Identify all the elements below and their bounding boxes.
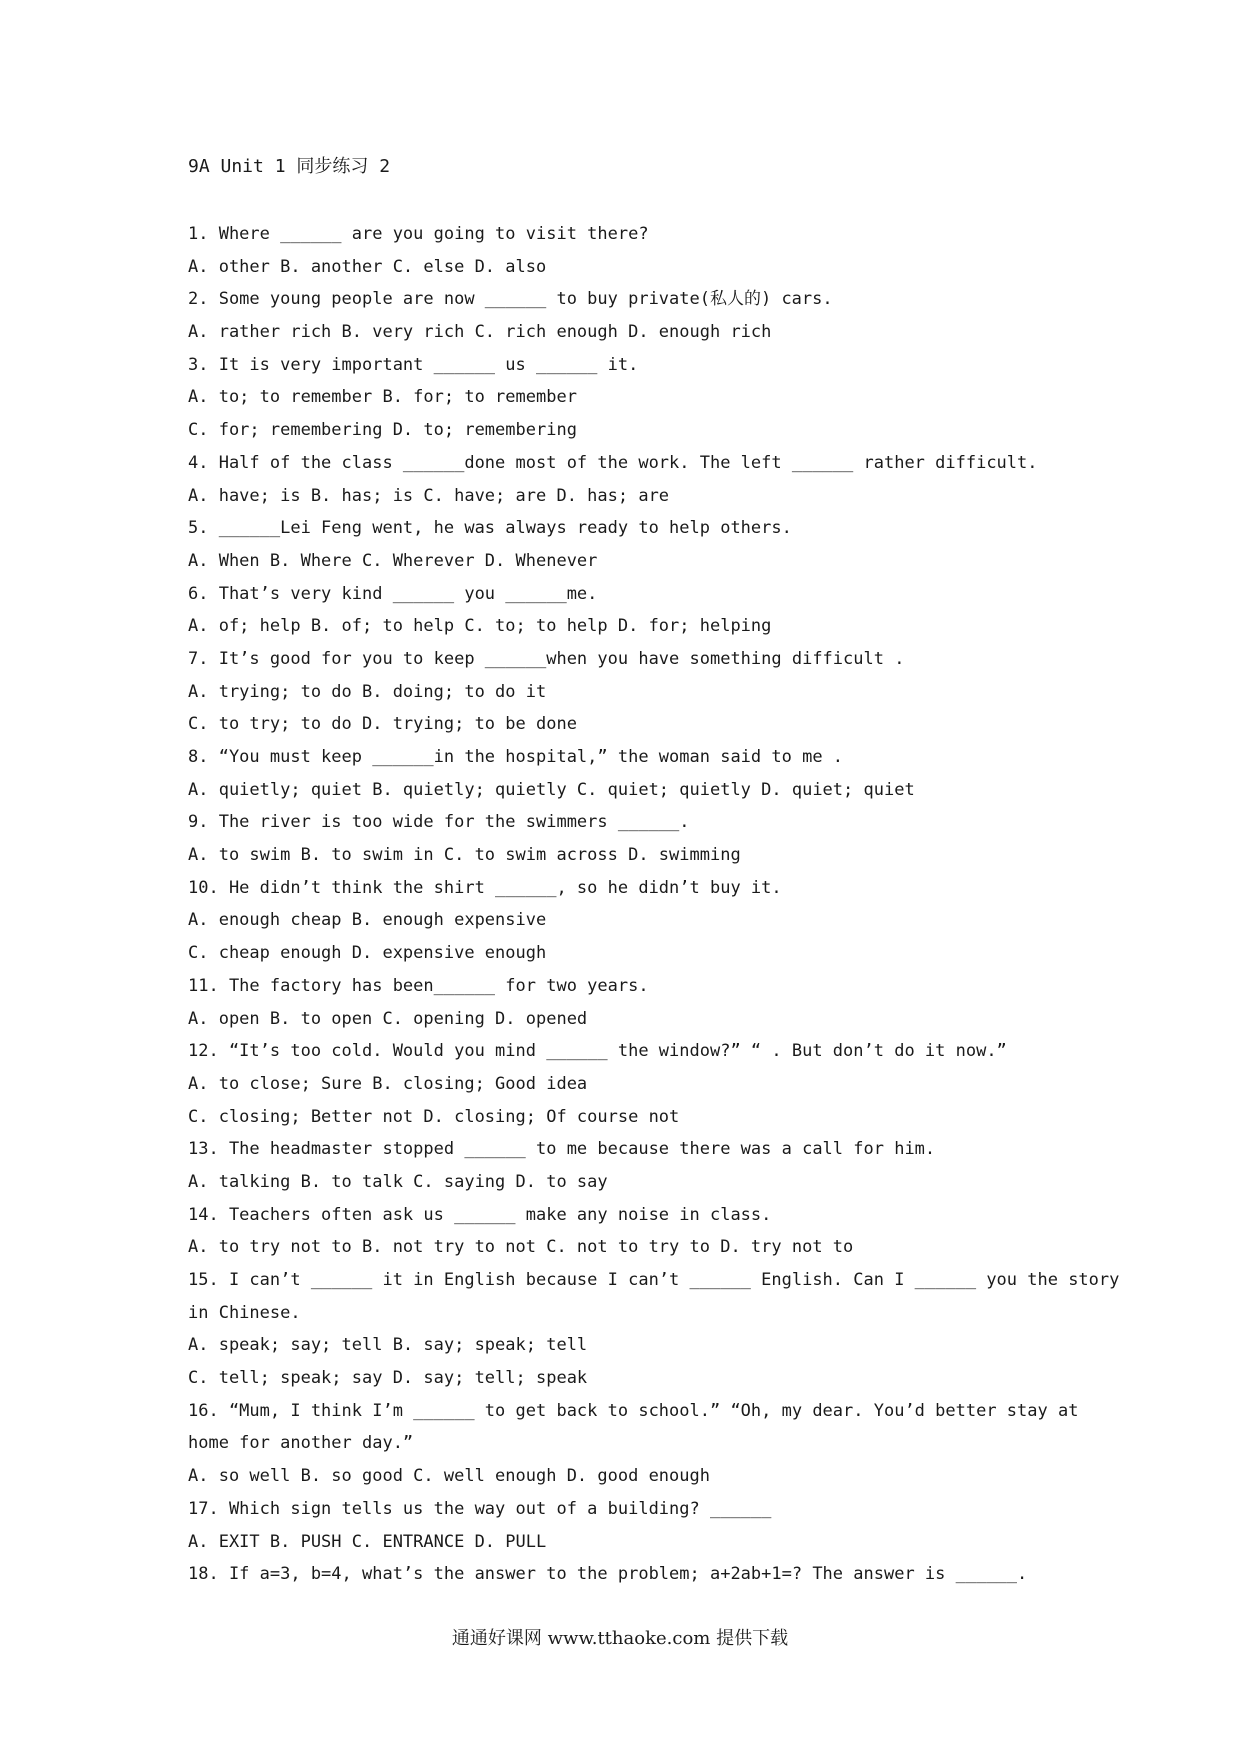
answer-options: A. to close; Sure B. closing; Good idea [188,1073,588,1094]
question-text: 17. Which sign tells us the way out of a building? ______ [188,1498,772,1519]
question-text: 8. “You must keep ______in the hospital,” the woman said to me . [188,747,844,767]
answer-options: A. talking B. to talk C. saying D. to say [188,1171,608,1192]
question-text: 9. The river is too wide for the swimmers ______. [188,812,690,833]
answer-options: A. speak; say; tell B. say; speak; tell [188,1335,588,1356]
question-text: 4. Half of the class ______done most of the work. The left ______ rather difficult. [188,452,1038,473]
answer-options: C. tell; speak; say D. say; tell; speak [188,1368,588,1389]
question-text: 7. It’s good for you to keep ______when you have something difficult . [188,648,905,669]
answer-options: C. for; remembering D. to; remembering [188,420,577,441]
answer-options: A. to swim B. to swim in C. to swim across D. swimming [188,845,741,866]
question-text: 5. ______Lei Feng went, he was always ready to help others. [188,518,792,539]
question-text: 12. “It’s too cold. Would you mind ______ the window?” “ . But don’t do it now.” [188,1041,1007,1062]
answer-options: A. to try not to B. not try to not C. not to try to D. try not to [188,1237,854,1258]
answer-options: C. closing; Better not D. closing; Of course not [188,1106,680,1127]
question-text: 3. It is very important ______ us ______ it. [188,354,639,375]
answer-options: A. rather rich B. very rich C. rich enough D. enough rich [188,322,772,343]
answer-options: A. of; help B. of; to help C. to; to help D. for; helping [188,616,772,637]
answer-options: A. When B. Where C. Wherever D. Whenever [188,550,598,571]
answer-options: A. trying; to do B. doing; to do it [188,681,547,702]
question-text: 6. That’s very kind ______ you ______me. [188,583,598,604]
answer-options: A. so well B. so good C. well enough D. good enough [188,1466,710,1487]
answer-options: C. to try; to do D. trying; to be done [188,714,577,735]
exercise-list [188,218,1120,1591]
answer-options: A. enough cheap B. enough expensive [188,910,547,931]
answer-options: A. open B. to open C. opening D. opened [188,1008,588,1029]
question-text: 14. Teachers often ask us ______ make any noise in class. [188,1204,772,1225]
question-text: 18. If a=3, b=4, what’s the answer to the problem; a+2ab+1=? The answer is ______. [188,1564,1028,1585]
answer-options: A. EXIT B. PUSH C. ENTRANCE D. PULL [188,1531,547,1552]
answer-options: A. to; to remember B. for; to remember [188,387,577,408]
question-text: 15. I can’t ______ it in English because I can’t ______ English. Can I ______ you the story [188,1270,1120,1290]
question-text: 1. Where ______ are you going to visit there? [188,224,649,244]
page-footer: 通通好课网 www.tthaoke.com 提供下载 [451,1628,789,1649]
question-text: 2. Some young people are now ______ to buy private(私人的) cars. [188,289,833,310]
answer-options: A. other B. another C. else D. also [188,256,547,277]
question-text: 11. The factory has been______ for two years. [188,975,649,996]
answer-options: A. have; is B. has; is C. have; are D. has; are [188,485,670,506]
question-text: 16. “Mum, I think I’m ______ to get back to school.” “Oh, my dear. You’d better stay at [188,1400,1079,1421]
answer-options: C. cheap enough D. expensive enough [188,943,547,964]
question-text: 13. The headmaster stopped ______ to me because there was a call for him. [188,1139,936,1160]
question-continuation: in Chinese. [188,1302,301,1323]
answer-options: A. quietly; quiet B. quietly; quietly C. quiet; quietly D. quiet; quiet [188,779,915,800]
question-continuation: home for another day.” [188,1433,414,1454]
document-title: 9A Unit 1 同步练习 2 [188,156,391,177]
question-text: 10. He didn’t think the shirt ______, so he didn’t buy it. [188,877,782,898]
